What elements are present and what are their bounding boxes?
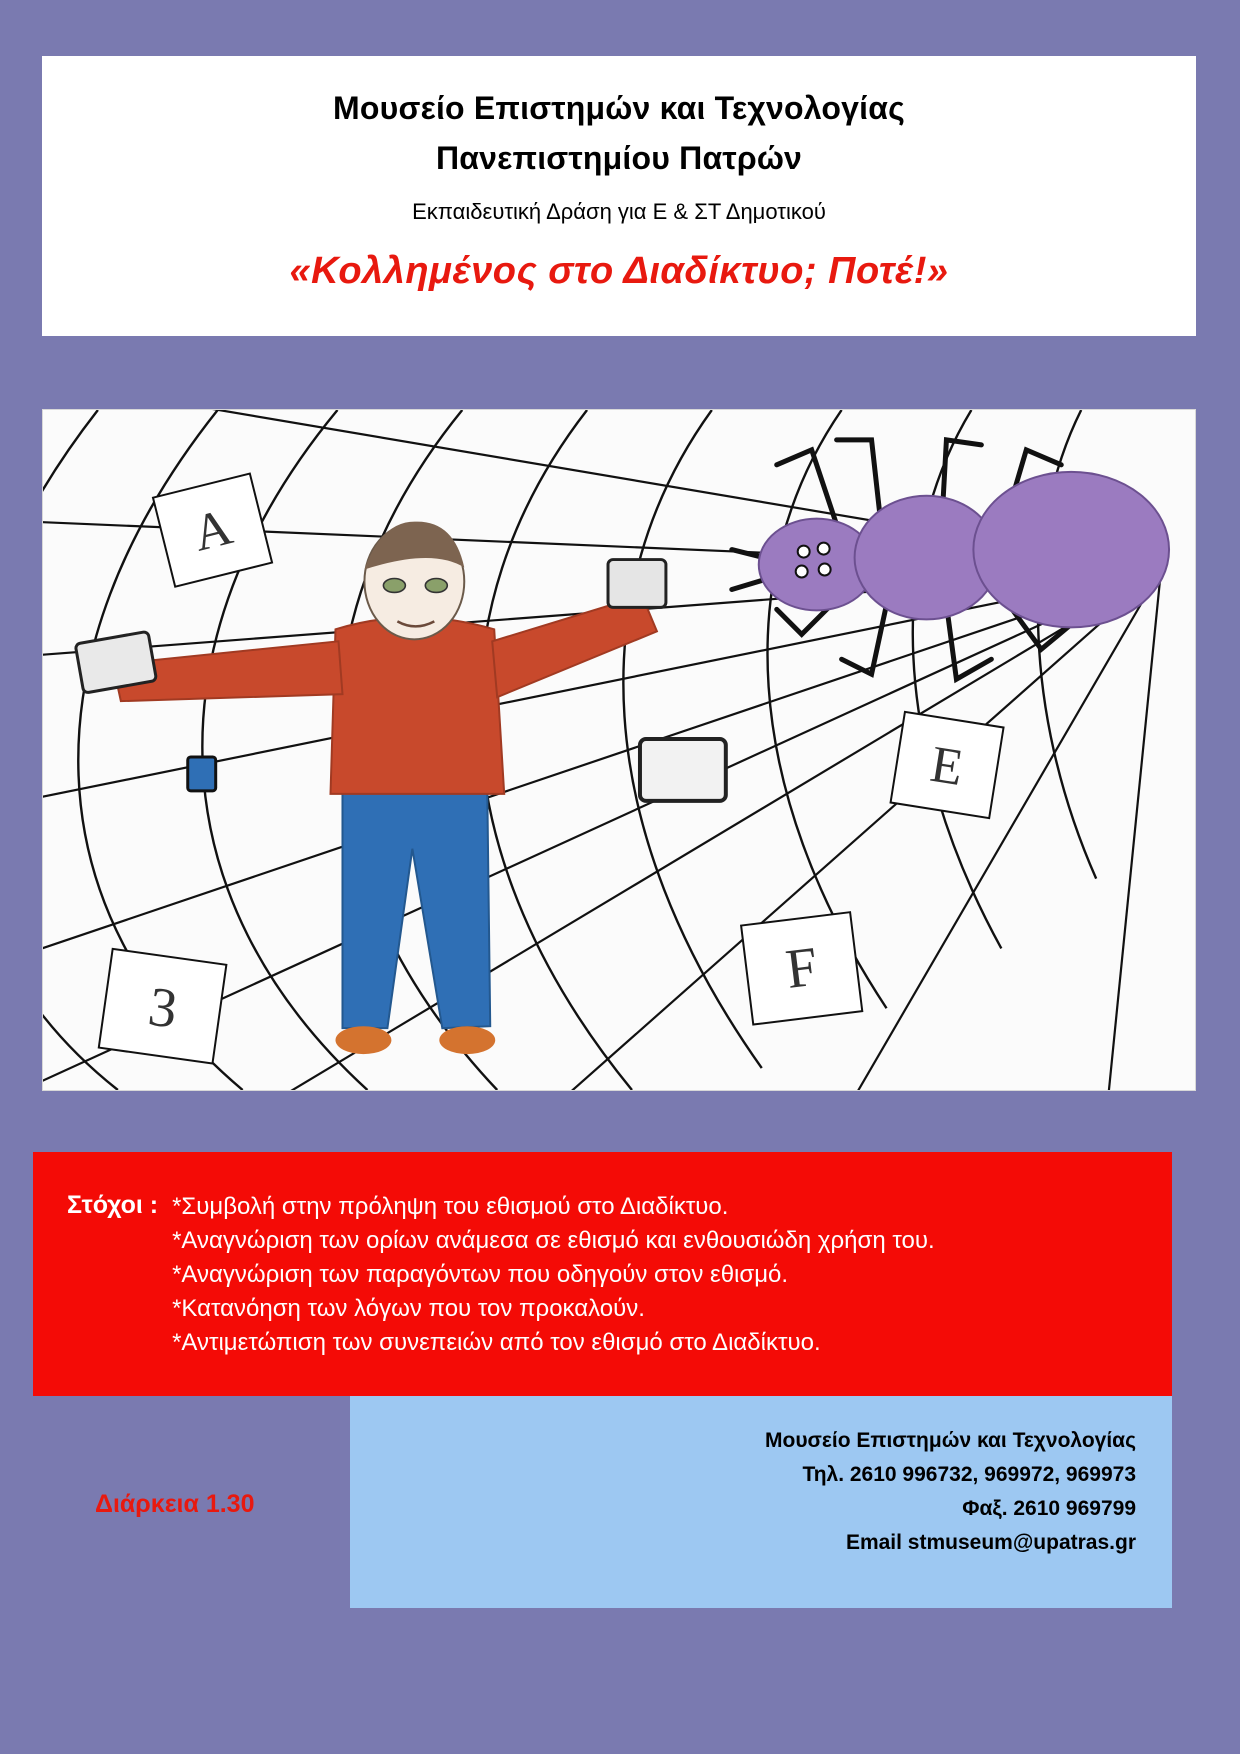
header-panel bbox=[42, 56, 1196, 336]
objectives-label: Στόχοι : bbox=[67, 1191, 159, 1219]
svg-text:F: F bbox=[782, 935, 821, 1001]
illustration-frame bbox=[42, 409, 1196, 1091]
svg-text:3: 3 bbox=[144, 975, 181, 1041]
contact-panel bbox=[350, 1396, 1172, 1608]
page-title-line-1: Μουσείο Επιστημών και Τεχνολογίας bbox=[333, 90, 905, 126]
objective-item: *Κατανόηση των λόγων που τον προκαλούν. bbox=[172, 1295, 645, 1323]
duration-label: Διάρκεια 1.30 bbox=[95, 1490, 255, 1518]
svg-text:A: A bbox=[187, 498, 238, 563]
spider-web-drawing bbox=[43, 410, 1195, 1090]
web-graphic bbox=[43, 410, 1195, 1090]
header-subtitle: Εκπαιδευτική Δράση για Ε & ΣΤ Δημοτικού bbox=[412, 199, 826, 225]
device-phone-small bbox=[188, 757, 216, 791]
device-tablet-lower-right bbox=[640, 739, 726, 801]
device-phone-left bbox=[75, 631, 156, 693]
contact-organization: Μουσείο Επιστημών και Τεχνολογίας bbox=[765, 1429, 1136, 1452]
objectives-panel bbox=[33, 1152, 1172, 1396]
page-title-line-2: Πανεπιστημίου Πατρών bbox=[435, 139, 803, 176]
objective-item: *Συμβολή στην πρόληψη του εθισμού στο Διαδίκτυο. bbox=[172, 1193, 729, 1220]
objective-item: *Αναγνώριση των ορίων ανάμεσα σε εθισμό και ενθουσιώδη χρήση του. bbox=[172, 1227, 935, 1255]
objectives-list bbox=[172, 1190, 935, 1360]
objective-item: *Αντιμετώπιση των συνεπειών από τον εθισμό στο Διαδίκτυο. bbox=[172, 1329, 821, 1357]
device-tablet-right bbox=[608, 560, 666, 608]
svg-text:E: E bbox=[926, 735, 967, 798]
contact-fax: Φαξ. 2610 969799 bbox=[962, 1497, 1136, 1521]
contact-email: Email stmuseum@upatras.gr bbox=[845, 1531, 1136, 1555]
program-title: «Κολλημένος στο Διαδίκτυο; Ποτέ!» bbox=[289, 249, 949, 292]
objective-item: *Αναγνώριση των παραγόντων που οδηγούν στον εθισμό. bbox=[172, 1261, 789, 1289]
contact-phone: Τηλ. 2610 996732, 969972, 969973 bbox=[802, 1463, 1136, 1487]
